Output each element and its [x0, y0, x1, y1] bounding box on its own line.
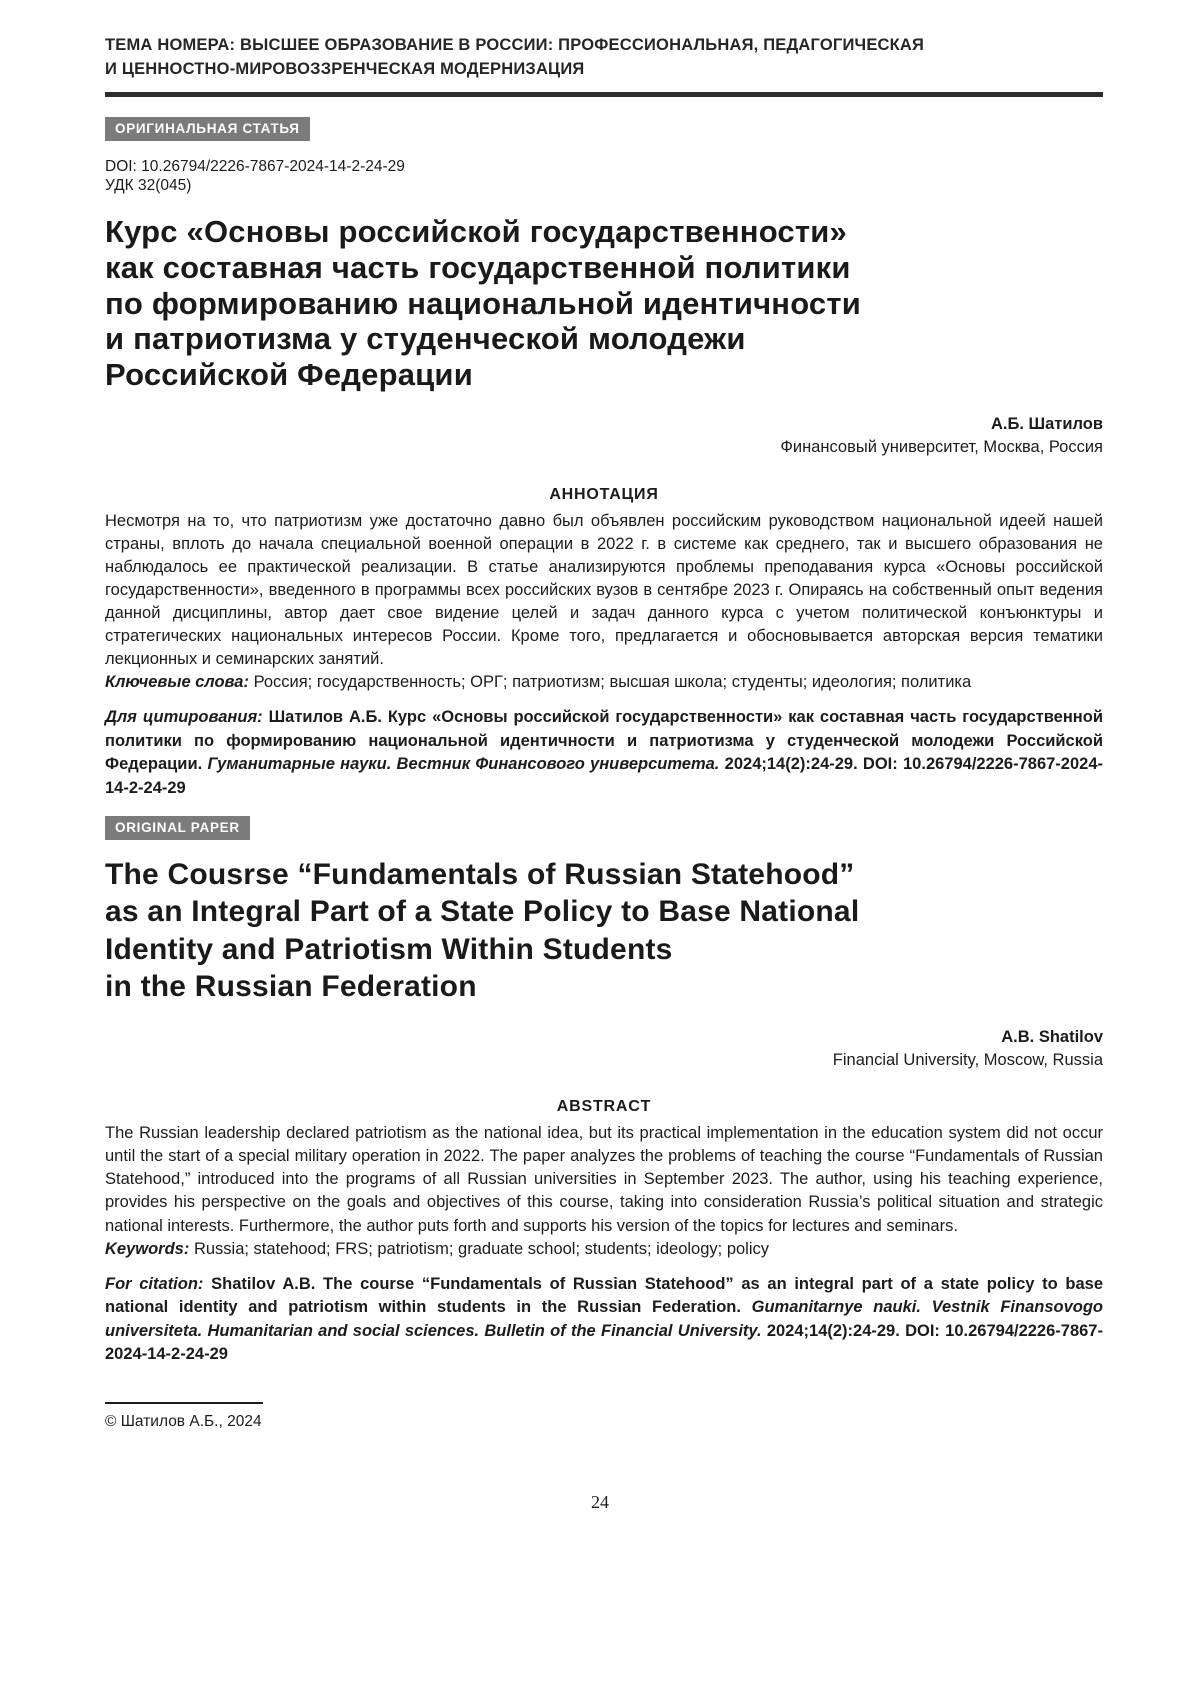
affiliation-ru: Финансовый университет, Москва, Россия — [780, 438, 1103, 457]
footer — [105, 1402, 263, 1431]
keywords-text-ru: Россия; государственность; ОРГ; патриотизм; высшая школа; студенты; идеология; политика — [253, 673, 972, 692]
abstract-heading-en: ABSTRACT — [556, 1098, 652, 1116]
page-number: 24 — [591, 1492, 609, 1512]
english-section — [105, 816, 1103, 1366]
footer-rule — [105, 1402, 263, 1404]
citation-label-en: For citation: — [105, 1274, 204, 1293]
keywords-line-en — [105, 1238, 1103, 1261]
article-meta — [105, 157, 1103, 196]
citation-ru — [105, 706, 1103, 800]
abstract-heading-ru: АННОТАЦИЯ — [549, 485, 659, 503]
author-name-ru: А.Б. Шатилов — [991, 415, 1103, 434]
citation-tail-en: 2024;14(2):24-29. DOI: 10.26794/2226-7867-2024-14-2-24-29 — [105, 1321, 1103, 1363]
keywords-label-ru: Ключевые слова: — [105, 673, 249, 692]
keywords-label-en: Keywords: — [105, 1239, 190, 1258]
affiliation-en: Financial University, Moscow, Russia — [832, 1051, 1103, 1070]
issue-topic: ТЕМА НОМЕРА: ВЫСШЕЕ ОБРАЗОВАНИЕ В РОССИИ: ПРОФЕССИОНАЛЬНАЯ, ПЕДАГОГИЧЕСКАЯ И ЦЕННОСТНО-МИРОВОЗЗРЕНЧЕСКАЯ МОДЕРНИЗАЦИЯ — [105, 36, 925, 78]
keywords-text-en: Russia; statehood; FRS; patriotism; graduate school; students; ideology; policy — [193, 1239, 770, 1258]
citation-text-en: Shatilov A.B. The course “Fundamentals of Russian Statehood” as an integral part of a state policy to base national identity and patriotism within students in the Russian Federation. — [105, 1274, 1103, 1317]
copyright-text: © Шатилов А.Б., 2024 — [105, 1413, 262, 1430]
citation-label-ru: Для цитирования: — [105, 708, 263, 727]
abstract-text-ru: Несмотря на то, что патриотизм уже достаточно давно был объявлен российским руководством национальной идеей нашей страны, вплоть до начала специальной военной операции в 2022 г. в системе как среднего, так и высшего образования не наблюдалось ее практической реализации. В статье анализируются проблемы преподавания курса «Основы российской государственности», введенного в программы всех российских вузов в сентябре 2023 г. Опираясь на собственный опыт ведения данной дисциплины, автор дает свое видение целей и задач данного курса с учетом политической конъюнктуры и стратегических национальных интересов России. Кроме того, предлагается и обосновывается авторская версия тематики лекционных и семинарских занятий. — [105, 511, 1103, 669]
citation-text-ru: Шатилов А.Б. Курс «Основы российской государственности» как составная часть государственной политики по формированию национальной идентичности и патриотизма у студенческой молодежи Российской Федерации. — [105, 708, 1103, 774]
citation-en — [105, 1273, 1103, 1367]
citation-tail-ru: 2024;14(2):24-29. DOI: 10.26794/2226-7867-2024-14-2-24-29 — [105, 755, 1104, 797]
author-name-en: A.B. Shatilov — [1001, 1027, 1103, 1046]
badge-row-ru — [105, 117, 1103, 141]
author-block-en — [105, 1026, 1103, 1072]
udk-text: УДК 32(045) — [105, 177, 192, 195]
header-rule — [105, 92, 1103, 97]
article-title-ru: Курс «Основы российской государственности» как составная часть государственной политики по формированию национальной идентичности и патриотизма у студенческой молодежи Российской Федерации — [105, 213, 861, 393]
badge-row-en — [105, 816, 1103, 840]
article-type-badge-en: ORIGINAL PAPER — [105, 816, 250, 840]
russian-section — [105, 117, 1103, 800]
abstract-text-en: The Russian leadership declared patriotism as the national idea, but its practical implementation in the education system did not occur until the start of a special military operation in 2022. The paper analyzes the problems of teaching the course “Fundamentals of Russian Statehood,” introduced into the programs of all Russian universities in September 2023. The author, using his teaching experience, provides his perspective on the goals and objectives of this course, taking into consideration Russia’s political situation and strategic national interests. Furthermore, the author puts forth and supports his version of the topics for lectures and seminars. — [105, 1124, 1103, 1235]
author-block-ru — [105, 413, 1103, 459]
citation-source-ru: Гуманитарные науки. Вестник Финансового университета. — [207, 755, 720, 774]
doi-text: DOI: 10.26794/2226-7867-2024-14-2-24-29 — [105, 157, 405, 175]
article-type-badge-ru: ОРИГИНАЛЬНАЯ СТАТЬЯ — [105, 117, 310, 141]
article-title-en: The Cousrse “Fundamentals of Russian Statehood” as an Integral Part of a State Policy to Base National Identity and Patriotism Within Students in the Russian Federation — [105, 857, 860, 1004]
citation-source-en: Gumanitarnye nauki. Vestnik Finansovogo universiteta. Humanitarian and social sciences. Bulletin of the Financial University. — [105, 1298, 1103, 1340]
keywords-line-ru — [105, 671, 1103, 694]
